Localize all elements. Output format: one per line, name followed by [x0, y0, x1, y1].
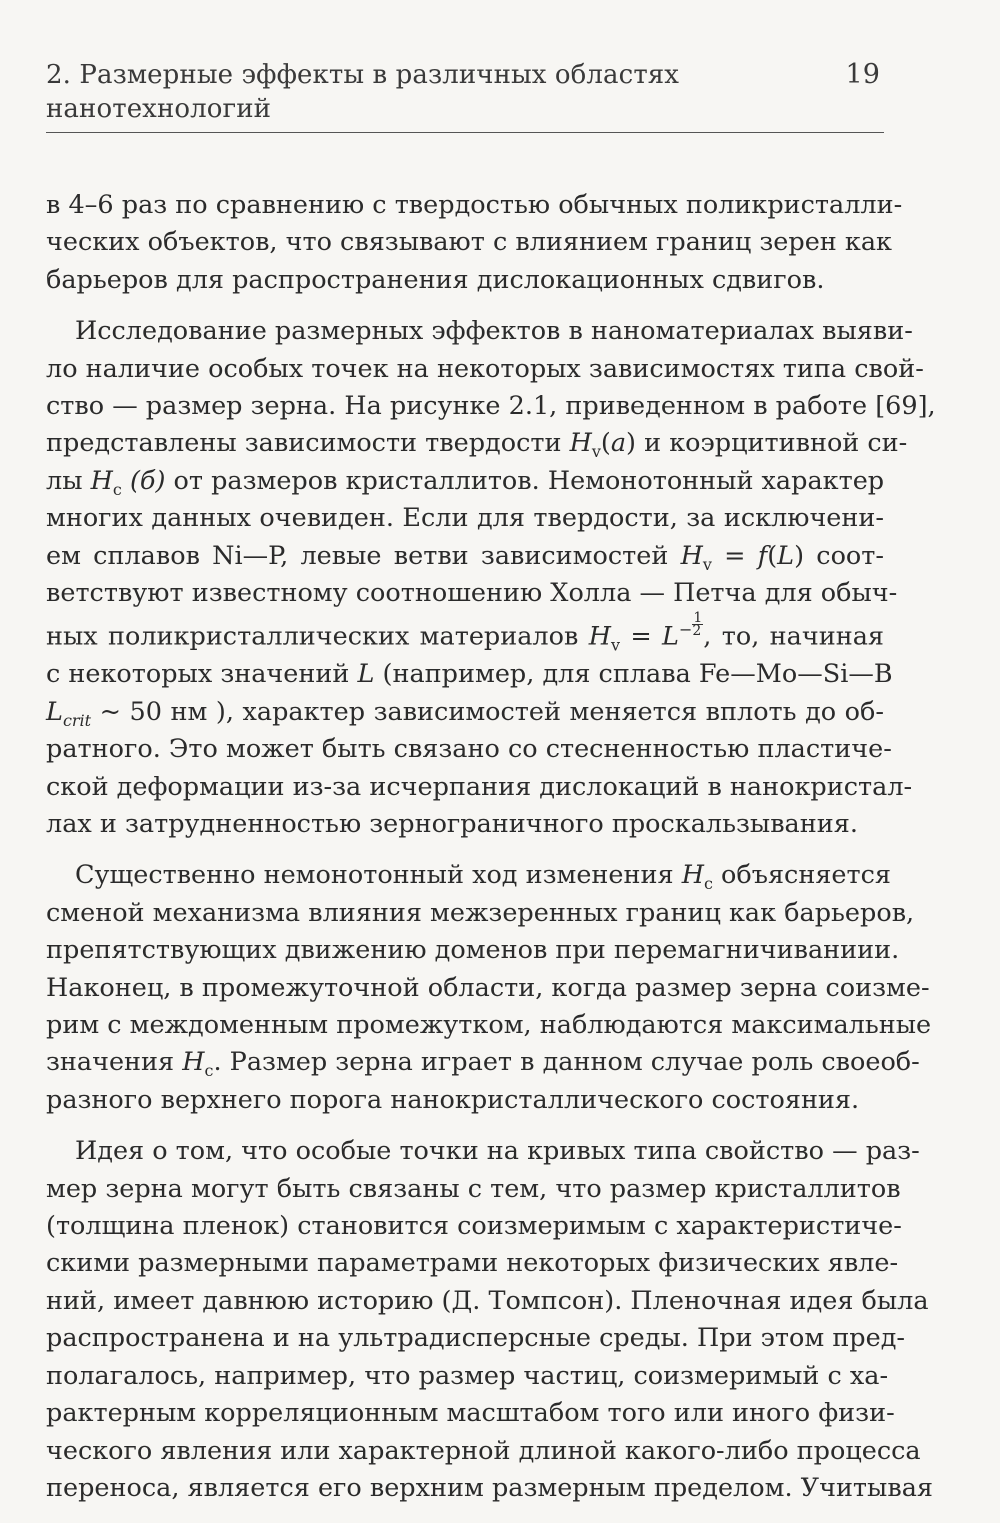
- paragraph-3: [46, 857, 932, 1119]
- text-line: в 4–6 раз по сравнению с твердостью обычных поликристалли-: [46, 190, 903, 220]
- text-line: с некоторых значений L (например, для сплава Fe—Mo—Si—B: [46, 659, 893, 690]
- text-line: рим с междоменным промежутком, наблюдаются максимальные: [46, 1010, 932, 1041]
- text-line: мер зерна могут быть связаны с тем, что размер кристаллитов: [46, 1173, 901, 1204]
- text-line: барьеров для распространения дислокационных сдвигов.: [46, 264, 825, 295]
- text-line: Наконец, в промежуточной области, когда размер зерна соизме-: [46, 972, 930, 1003]
- text-line: ний, имеет давнюю историю (Д. Томпсон). Пленочная идея была: [46, 1285, 929, 1316]
- text-line: препятствующих движению доменов при перемагничиваниии.: [46, 935, 900, 966]
- text-line: лах и затрудненностью зернограничного проскальзывания.: [46, 809, 858, 839]
- text-line: скими размерными параметрами некоторых физических явле-: [46, 1248, 899, 1279]
- body-text: [46, 187, 936, 1507]
- text-line: ство — размер зерна. На рисунке 2.1, приведенном в работе [69],: [46, 391, 936, 422]
- text-line: Идея о том, что особые точки на кривых типа свойство — раз-: [75, 1136, 920, 1167]
- text-line: ных поликристаллических материалов $H_v = L^-$ $\frac{1}{2}$ , то, начиная: [46, 610, 884, 656]
- text-line: (толщина пленок) становится соизмеримым с характеристиче-: [46, 1211, 902, 1242]
- text-line: распространена и на ультрадисперсные среды. При этом пред-: [46, 1323, 906, 1354]
- text-line: значения $H_c$. Размер зерна играет в данном случае роль своеоб-: [46, 1047, 920, 1081]
- text-line: представлены зависимости твердости $H_v(а)$ и коэрцитивной си-: [46, 428, 908, 462]
- text-line: ветствуют известному соотношению Холла — Петча для обыч-: [46, 578, 898, 609]
- chapter-title: 2. Размерные эффекты в различных областях нанотехнологий: [46, 60, 680, 124]
- text-line: многих данных очевиден. Если для твердости, за исключени-: [46, 503, 884, 534]
- page-number: 19: [845, 59, 880, 90]
- text-line: ло наличие особых точек на некоторых зависимостях типа свой-: [46, 353, 924, 384]
- text-line: рактерным корреляционным масштабом того или иного физи-: [46, 1398, 895, 1429]
- text-line: сменой механизма влияния межзеренных границ как барьеров,: [46, 897, 915, 928]
- text-line: полагалось, например, что размер частиц, соизмеримый с ха-: [46, 1360, 889, 1391]
- text-line: лы $H_c$ (б) от размеров кристаллитов. Немонотонный характер: [46, 465, 885, 499]
- text-line: ческого явления или характерной длиной какого-либо процесса: [46, 1435, 921, 1466]
- text-line: ческих объектов, что связывают с влиянием границ зерен как: [46, 227, 892, 258]
- paragraph-1: [46, 187, 903, 299]
- paragraph-2: [46, 313, 936, 843]
- text-line: ратного. Это может быть связано со стесненностью пластиче-: [46, 734, 892, 765]
- text-line: Исследование размерных эффектов в наноматериалах выяви-: [75, 316, 913, 347]
- text-line: ской деформации из-за исчерпания дислокаций в нанокристал-: [46, 771, 913, 802]
- running-header: [46, 58, 884, 133]
- book-page: [46, 58, 936, 1521]
- text-line: ем сплавов Ni—P, левые ветви зависимостей $H_v = f(L)$ соот-: [46, 540, 885, 574]
- text-line: Существенно немонотонный ход изменения $H_c$ объясняется: [75, 860, 891, 894]
- paragraph-4: [46, 1133, 933, 1507]
- text-line: переноса, является его верхним размерным пределом. Учитывая: [46, 1472, 933, 1503]
- text-line: $L_{crit}$ ~ 50 нм ), характер зависимостей меняется вплоть до об-: [46, 696, 884, 730]
- text-line: разного верхнего порога нанокристаллического состояния.: [46, 1084, 860, 1115]
